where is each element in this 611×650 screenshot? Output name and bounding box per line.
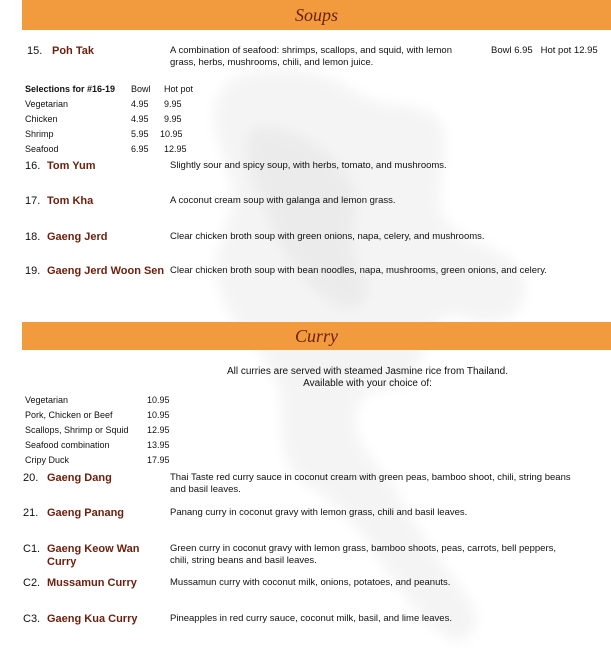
dish-name: Gaeng Jerd bbox=[47, 231, 108, 243]
item-number: 16. bbox=[25, 160, 41, 172]
curry-choice-row: Vegetarian 10.95 bbox=[25, 395, 170, 405]
item-number: 18. bbox=[25, 231, 41, 243]
dish-description: Pineapples in red curry sauce, coconut milk, basil, and lime leaves. bbox=[170, 613, 452, 624]
item-number: 17. bbox=[25, 195, 41, 207]
dish-description: Clear chicken broth soup with bean noodles, napa, mushrooms, green onions, and celery. bbox=[170, 265, 547, 276]
dish-description: Mussamun curry with coconut milk, onions, potatoes, and peanuts. bbox=[170, 577, 451, 588]
curry-intro-line1: All curries are served with steamed Jasmine rice from Thailand. bbox=[226, 366, 509, 377]
dish-name: Gaeng Keow Wan Curry bbox=[47, 543, 140, 568]
dish-description: A coconut cream soup with galanga and lemon grass. bbox=[170, 195, 396, 206]
selections-col-bowl: Bowl bbox=[131, 84, 151, 94]
selection-row: Chicken 4.95 9.95 bbox=[25, 114, 182, 124]
dish-price: Bowl 6.95 Hot pot 12.95 bbox=[491, 45, 598, 56]
curry-intro bbox=[170, 366, 565, 390]
selection-row: Shrimp 5.95 10.95 bbox=[25, 129, 183, 139]
dish-name: Gaeng Kua Curry bbox=[47, 613, 138, 625]
dish-name: Gaeng Dang bbox=[47, 472, 112, 484]
dish-name: Gaeng Jerd Woon Sen bbox=[47, 265, 165, 277]
curry-choice-row: Seafood combination 13.95 bbox=[25, 440, 170, 450]
soups-title: Soups bbox=[294, 4, 338, 25]
curry-title: Curry bbox=[294, 325, 338, 346]
selections-title: Selections for #16-19 bbox=[25, 84, 116, 94]
dish-name: Poh Tak bbox=[52, 45, 94, 57]
dish-name: Tom Kha bbox=[47, 195, 94, 207]
dish-description: Clear chicken broth soup with green onions, napa, celery, and mushrooms. bbox=[170, 231, 485, 242]
item-number: 21. bbox=[23, 507, 39, 519]
selections-col-hotpot: Hot pot bbox=[164, 84, 194, 94]
dish-name: Gaeng Panang bbox=[47, 507, 125, 519]
curry-intro-line2: Available with your choice of: bbox=[303, 378, 432, 389]
selection-row: Seafood 6.95 12.95 bbox=[25, 144, 187, 154]
item-number: 15. bbox=[27, 45, 43, 57]
dish-description: Thai Taste red curry sauce in coconut cream with green peas, bamboo shoot, chili, string beans and basil leaves. bbox=[170, 472, 571, 495]
curry-choice-row: Pork, Chicken or Beef 10.95 bbox=[25, 410, 170, 420]
dish-name: Tom Yum bbox=[47, 160, 96, 172]
curry-header-band bbox=[22, 322, 611, 350]
selection-row: Vegetarian 4.95 9.95 bbox=[25, 99, 182, 109]
dish-description: A combination of seafood: shrimps, scallops, and squid, with lemon grass, herbs, mushrooms, chili, and lemon juice. bbox=[170, 45, 452, 68]
dish-name: Mussamun Curry bbox=[47, 577, 137, 589]
dish-description: Slightly sour and spicy soup, with herbs, tomato, and mushrooms. bbox=[170, 160, 447, 171]
dish-description: Panang curry in coconut gravy with lemon grass, chili and basil leaves. bbox=[170, 507, 468, 518]
soups-header-band bbox=[22, 0, 611, 30]
item-number: C2. bbox=[23, 577, 41, 589]
item-number: C3. bbox=[23, 613, 41, 625]
item-number: 20. bbox=[23, 472, 39, 484]
item-number: 19. bbox=[25, 265, 41, 277]
curry-choice-row: Scallops, Shrimp or Squid 12.95 bbox=[25, 425, 170, 435]
selections-header bbox=[25, 84, 225, 94]
dish-description: Green curry in coconut gravy with lemon grass, bamboo shoots, peas, carrots, bell peppers, chili, string beans and basil leaves. bbox=[170, 543, 556, 566]
curry-choice-row: Cripy Duck 17.95 bbox=[25, 455, 170, 465]
item-number: C1. bbox=[23, 543, 41, 555]
